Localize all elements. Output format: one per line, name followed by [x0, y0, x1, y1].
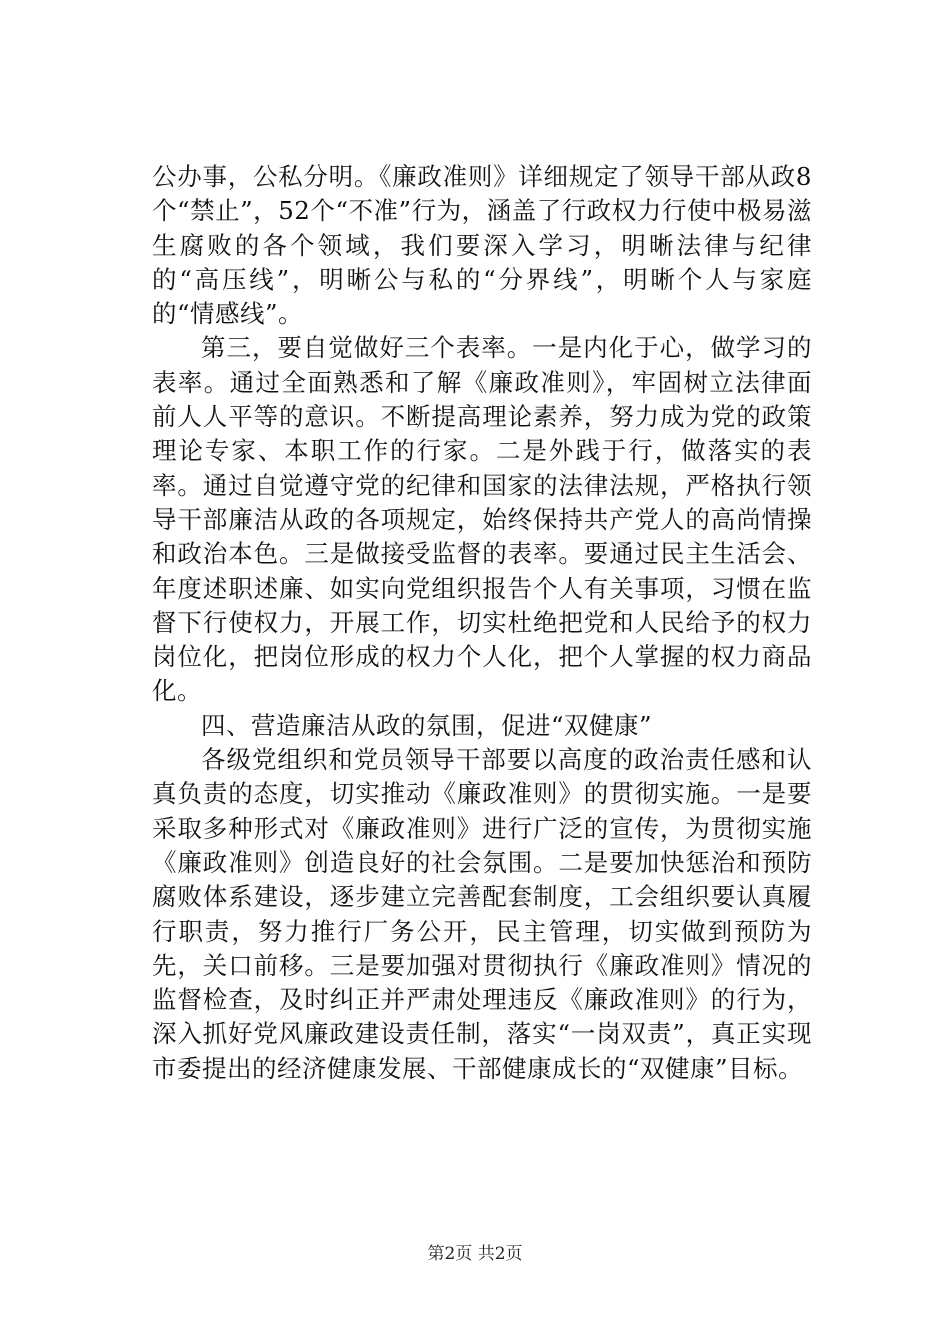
paragraph-third-point: 第三，要自觉做好三个表率。一是内化于心，做学习的表率。通过全面熟悉和了解《廉政准则》，牢固树立法律面前人人平等的意识。不断提高理论素养，努力成为党的政策理论专家、本职工作的行家。二是外践于行，做落实的表率。通过自觉遵守党的纪律和国家的法律法规，严格执行领导干部廉洁从政的各项规定，始终保持共产党人的高尚情操和政治本色。三是做接受监督的表率。要通过民主生活会、年度述职述廉、如实向党组织报告个人有关事项，习惯在监督下行使权力，开展工作，切实杜绝把党和人民给予的权力岗位化，把岗位形成的权力个人化，把个人掌握的权力商品化。: [152, 333, 812, 706]
page-number-footer: 第2页 共2页: [427, 1244, 523, 1264]
paragraph-section-four: 各级党组织和党员领导干部要以高度的政治责任感和认真负责的态度，切实推动《廉政准则》的贯彻实施。一是要采取多种形式对《廉政准则》进行广泛的宣传，为贯彻实施《廉政准则》创造良好的社会氛围。二是要加快惩治和预防腐败体系建设，逐步建立完善配套制度，工会组织要认真履行职责，努力推行厂务公开，民主管理，切实做到预防为先，关口前移。三是要加强对贯彻执行《廉政准则》情况的监督检查，及时纠正并严肃处理违反《廉政准则》的行为，深入抓好党风廉政建设责任制，落实“一岗双责”，真正实现市委提出的经济健康发展、干部健康成长的“双健康”目标。: [152, 745, 812, 1083]
section-heading-four: 四、营造廉洁从政的氛围，促进“双健康”: [201, 710, 653, 740]
paragraph-continuation: 公办事，公私分明。《廉政准则》详细规定了领导干部从政8个“禁止”，52个“不准”行为，涵盖了行政权力行使中极易滋生腐败的各个领域，我们要深入学习，明晰法律与纪律的“高压线”，明晰公与私的“分界线”，明晰个人与家庭的“情感线”。: [152, 162, 812, 329]
document-body: [152, 160, 812, 1086]
